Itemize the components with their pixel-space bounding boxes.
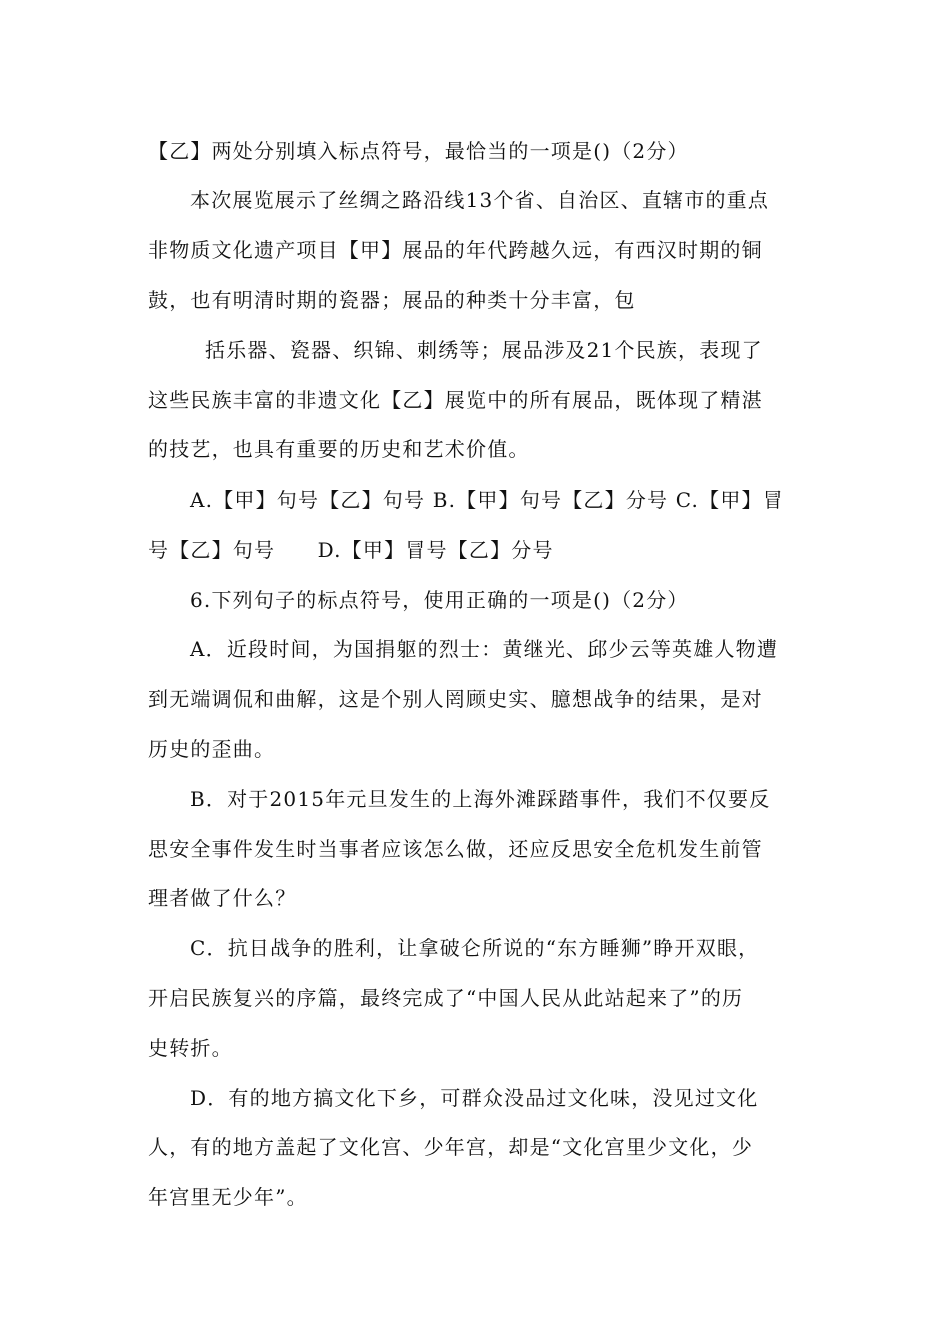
passage-line: 括乐器、瓷器、织锦、刺绣等；展品涉及21个民族，表现了 <box>205 338 763 362</box>
passage-line: 本次展览展示了丝绸之路沿线13个省、自治区、直辖市的重点 <box>190 188 770 212</box>
passage-line: 这些民族丰富的非遗文化【乙】展览中的所有展品，既体现了精湛 <box>148 388 763 412</box>
option-b-line: 理者做了什么？ <box>148 886 297 910</box>
passage-line: 的技艺，也具有重要的历史和艺术价值。 <box>148 437 530 461</box>
passage-line: 鼓，也有明清时期的瓷器；展品的种类十分丰富，包 <box>148 288 636 312</box>
option-d-line: 人，有的地方盖起了文化宫、少年宫，却是“文化宫里少文化，少 <box>148 1135 754 1159</box>
option-b-line: B．对于2015年元旦发生的上海外滩踩踏事件，我们不仅要反 <box>190 787 771 811</box>
option-a-line: 到无端调侃和曲解，这是个别人罔顾史实、臆想战争的结果，是对 <box>148 687 763 711</box>
option-c-line: 史转折。 <box>148 1036 233 1060</box>
option-c-line: 开启民族复兴的序篇，最终完成了“中国人民从此站起来了”的历 <box>148 986 744 1010</box>
option-a-line: A．近段时间，为国捐躯的烈士：黄继光、邱少云等英雄人物遭 <box>190 637 779 661</box>
option-a-line: 历史的歪曲。 <box>148 737 276 761</box>
option-b-line: 思安全事件发生时当事者应该怎么做，还应反思安全危机发生前管 <box>148 837 763 861</box>
answer-options-line: A.【甲】句号【乙】句号 B.【甲】句号【乙】分号 C.【甲】冒 <box>190 488 784 512</box>
option-c-line: C．抗日战争的胜利，让拿破仑所说的“东方睡狮”睁开双眼， <box>190 936 760 960</box>
passage-line: 非物质文化遗产项目【甲】展品的年代跨越久远，有西汉时期的铜 <box>148 238 763 262</box>
answer-options-line: 号【乙】句号 D.【甲】冒号【乙】分号 <box>148 538 554 562</box>
question-5-stem-line: 【乙】两处分别填入标点符号，最恰当的一项是()（2分） <box>148 139 689 163</box>
option-d-line: D．有的地方搞文化下乡，可群众没品过文化味，没见过文化 <box>190 1086 759 1110</box>
question-6-stem-line: 6.下列句子的标点符号，使用正确的一项是()（2分） <box>190 588 689 612</box>
option-d-line: 年宫里无少年”。 <box>148 1185 308 1209</box>
